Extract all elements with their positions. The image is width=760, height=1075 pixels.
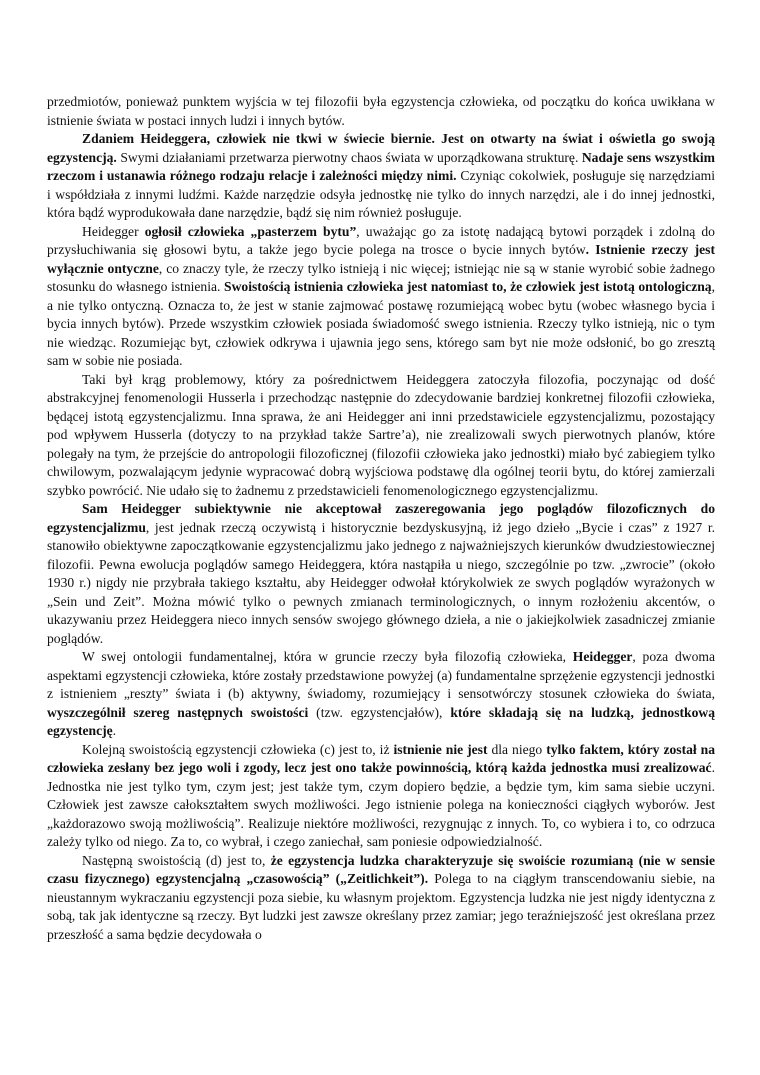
paragraph-3 (47, 223, 715, 371)
text-run: , co znaczy tyle, że rzeczy tylko istnieją i nic więcej; istniejąc nie są w stanie wyrobić sobie żadnego stosunku do własnego istnienia. (47, 260, 715, 294)
paragraph-4 (47, 371, 715, 501)
bold-run: Swoistością istnienia człowieka jest natomiast to, że człowiek jest istotą ontologiczną (224, 279, 712, 294)
bold-run: że egzystencja ludzka charakteryzuje się swoiście rozumianą (nie w sensie czasu fizycznego) egzystencjalną „czasowością” („Zeitlichkeit”). (47, 852, 715, 886)
bold-run: ogłosił człowieka „pasterzem bytu” (144, 223, 357, 239)
text-run: Taki był krąg problemowy, który za pośrednictwem Heideggera zatoczyła filozofia, poczynając od dość abstrakcyjnej fenomenologii Husserla i przechodząc następnie do zdecydowanie bardziej konkretnej filozofii człowieka, będącej istotą egzystencjalizmu. Inna sprawa, że ani Heidegger ani inni przedstawiciele egzystencjalizmu, pozostający pod wpływem Husserla (dotyczy to na przykład także Sartre’a), nie zrealizowali swych pierwotnych planów, które polegały na tym, że przejście do antropologii filozoficznej (filozofii człowieka jako jednostki) miało być zabiegiem tylko chwilowym, pozwalającym jedynie wypracować dobrą wyjściowa podstawę dla ogólnej teorii bytu, do której zamierzali szybko powrócić. Nie udało się to żadnemu z przedstawicieli fenomenologicznego egzystencjalizmu. (47, 371, 715, 498)
bold-run: Zdaniem Heideggera, człowiek nie tkwi w świecie biernie. Jest on otwarty na świat i oświetla go swoją egzystencją. (47, 131, 715, 165)
text-run: przedmiotów, ponieważ punktem wyjścia w tej filozofii była egzystencja człowieka, od początku do końca uwikłana w istnienie świata w postaci innych ludzi i innych bytów. (47, 94, 715, 128)
text-run: Czyniąc cokolwiek, posługuje się narzędziami i współdziała z innymi ludźmi. Każde narzędzie odsyła jednostkę nie tylko do innych narzędzi, ale i do innej jednostki, która bądź wyprodukowała dane narzędzie, bądź się nim również posługuje. (47, 168, 715, 220)
bold-run: istnienie nie jest (393, 741, 488, 757)
bold-run: które składają się na ludzką, jednostkową egzystencję (47, 704, 715, 738)
paragraph-5 (47, 500, 715, 648)
paragraph-8 (47, 852, 715, 945)
text-run: Polega to na ciągłym transcendowaniu siebie, na nieustannym wykraczaniu egzystencji poza siebie, ku własnym projektom. Egzystencja ludzka nie jest nigdy identyczna z sobą, tak jak identyczne są rzeczy. Byt ludzki jest zawsze określany przez zamiar; jego teraźniejszość jest określana przez przeszłość a sama będzie decydowała o (47, 871, 715, 942)
bold-run: Heidegger (572, 649, 633, 664)
text-run: . Jednostka nie jest tylko tym, czym jest; jest także tym, czym dopiero będzie, a będzie tym, kim sama siebie uczyni. Człowiek jest zawsze całokształtem swych możliwości. Jego istnienie polega na konieczności ciągłych wyborów. Jest „każdorazowo swoją możliwością”. Realizuje niektóre możliwości, rezygnując z innych. To, co wybiera i to, co odrzuca zależy tylko od niego. Za to, co wybrał, i czego zaniechał, sam poniesie odpowiedzialność. (47, 760, 715, 849)
text-run: Heidegger (82, 223, 145, 239)
bold-run: . Istnienie rzeczy jest wyłącznie ontyczne (47, 242, 715, 276)
text-run: , poza dwoma aspektami egzystencji człowieka, które zostały przedstawione powyżej (a) fundamentalne sprzężenie egzystencji jednostki z istnieniem „reszty” świata i (b) aktywny, świadomy, rozumiejący i sensotwórczy stosunek człowieka do świata, (47, 649, 715, 701)
text-run: , uważając go za istotę nadającą bytowi porządek i zdolną do przysłuchiwania się głosowi bytu, a także jego bycie polega na trosce o bycie innych bytów (47, 223, 715, 257)
text-run: Kolejną swoistością egzystencji człowieka (c) jest to, iż (82, 741, 394, 757)
text-run: W swej ontologii fundamentalnej, która w gruncie rzeczy była filozofią człowieka, (82, 649, 573, 664)
paragraph-6 (47, 648, 715, 741)
paragraph-2 (47, 130, 715, 223)
bold-run: Nadaje sens wszystkim rzeczom i ustanawia różnego rodzaju relacje i zależności między nimi. (47, 149, 715, 183)
paragraph-7 (47, 741, 715, 852)
bold-run: wyszczególnił szereg następnych swoistości (47, 704, 309, 720)
text-run: , a nie tylko ontyczną. Oznacza to, że jest w stanie zajmować postawę rozumiejącą wobec bytu (wobec własnego bycia i bycia innych bytów). Przede wszystkim człowiek posiada świadomość swego istnienia. Rzeczy tylko istnieją, nic o tym nie wiedząc. Rozumiejąc byt, człowiek odkrywa i ujawnia jego sens, którego sam byt nie może odsłonić, bo go zresztą sam w sobie nie posiada. (47, 279, 716, 368)
text-run: Swymi działaniami przetwarza pierwotny chaos świata w uporządkowana strukturę. (116, 149, 582, 165)
text-run: (tzw. egzystencjałów), (308, 704, 451, 720)
document-page (47, 93, 715, 944)
paragraph-1 (47, 93, 715, 130)
text-run: , jest jednak rzeczą oczywistą i historycznie bezdyskusyjną, iż jego dzieło „Bycie i czas” z 1927 r. stanowiło obiektywne zapoczątkowanie egzystencjalizmu jako jednego z najważniejszych kierunków dwudziestowiecznej filozofii. Pewna ewolucja poglądów samego Heideggera, która nastąpiła u niego, szczególnie po tzw. „zwrocie” (około 1930 r.) nigdy nie przybrała takiego kształtu, aby Heidegger odwołał którykolwiek ze swych poglądów wyrażonych w „Sein und Zeit”. Można mówić tylko o pewnych zmianach terminologicznych, o innym rozłożeniu akcentów, o ukazywaniu przez Heideggera nieco innych sensów swojego głównego dzieła, a nie o jakiejkolwiek zasadniczej zmianie poglądów. (47, 519, 715, 646)
text-run: Następną swoistością (d) jest to, (82, 852, 271, 868)
bold-run: tylko faktem, który został na człowieka zesłany bez jego woli i zgody, lecz jest ono także powinnością, którą każda jednostka musi zrealizować (47, 741, 715, 775)
bold-run: Sam Heidegger subiektywnie nie akceptował zaszeregowania jego poglądów filozoficznych do egzystencjalizmu (47, 501, 715, 535)
text-run: dla niego (487, 741, 547, 757)
text-run: . (112, 723, 117, 738)
